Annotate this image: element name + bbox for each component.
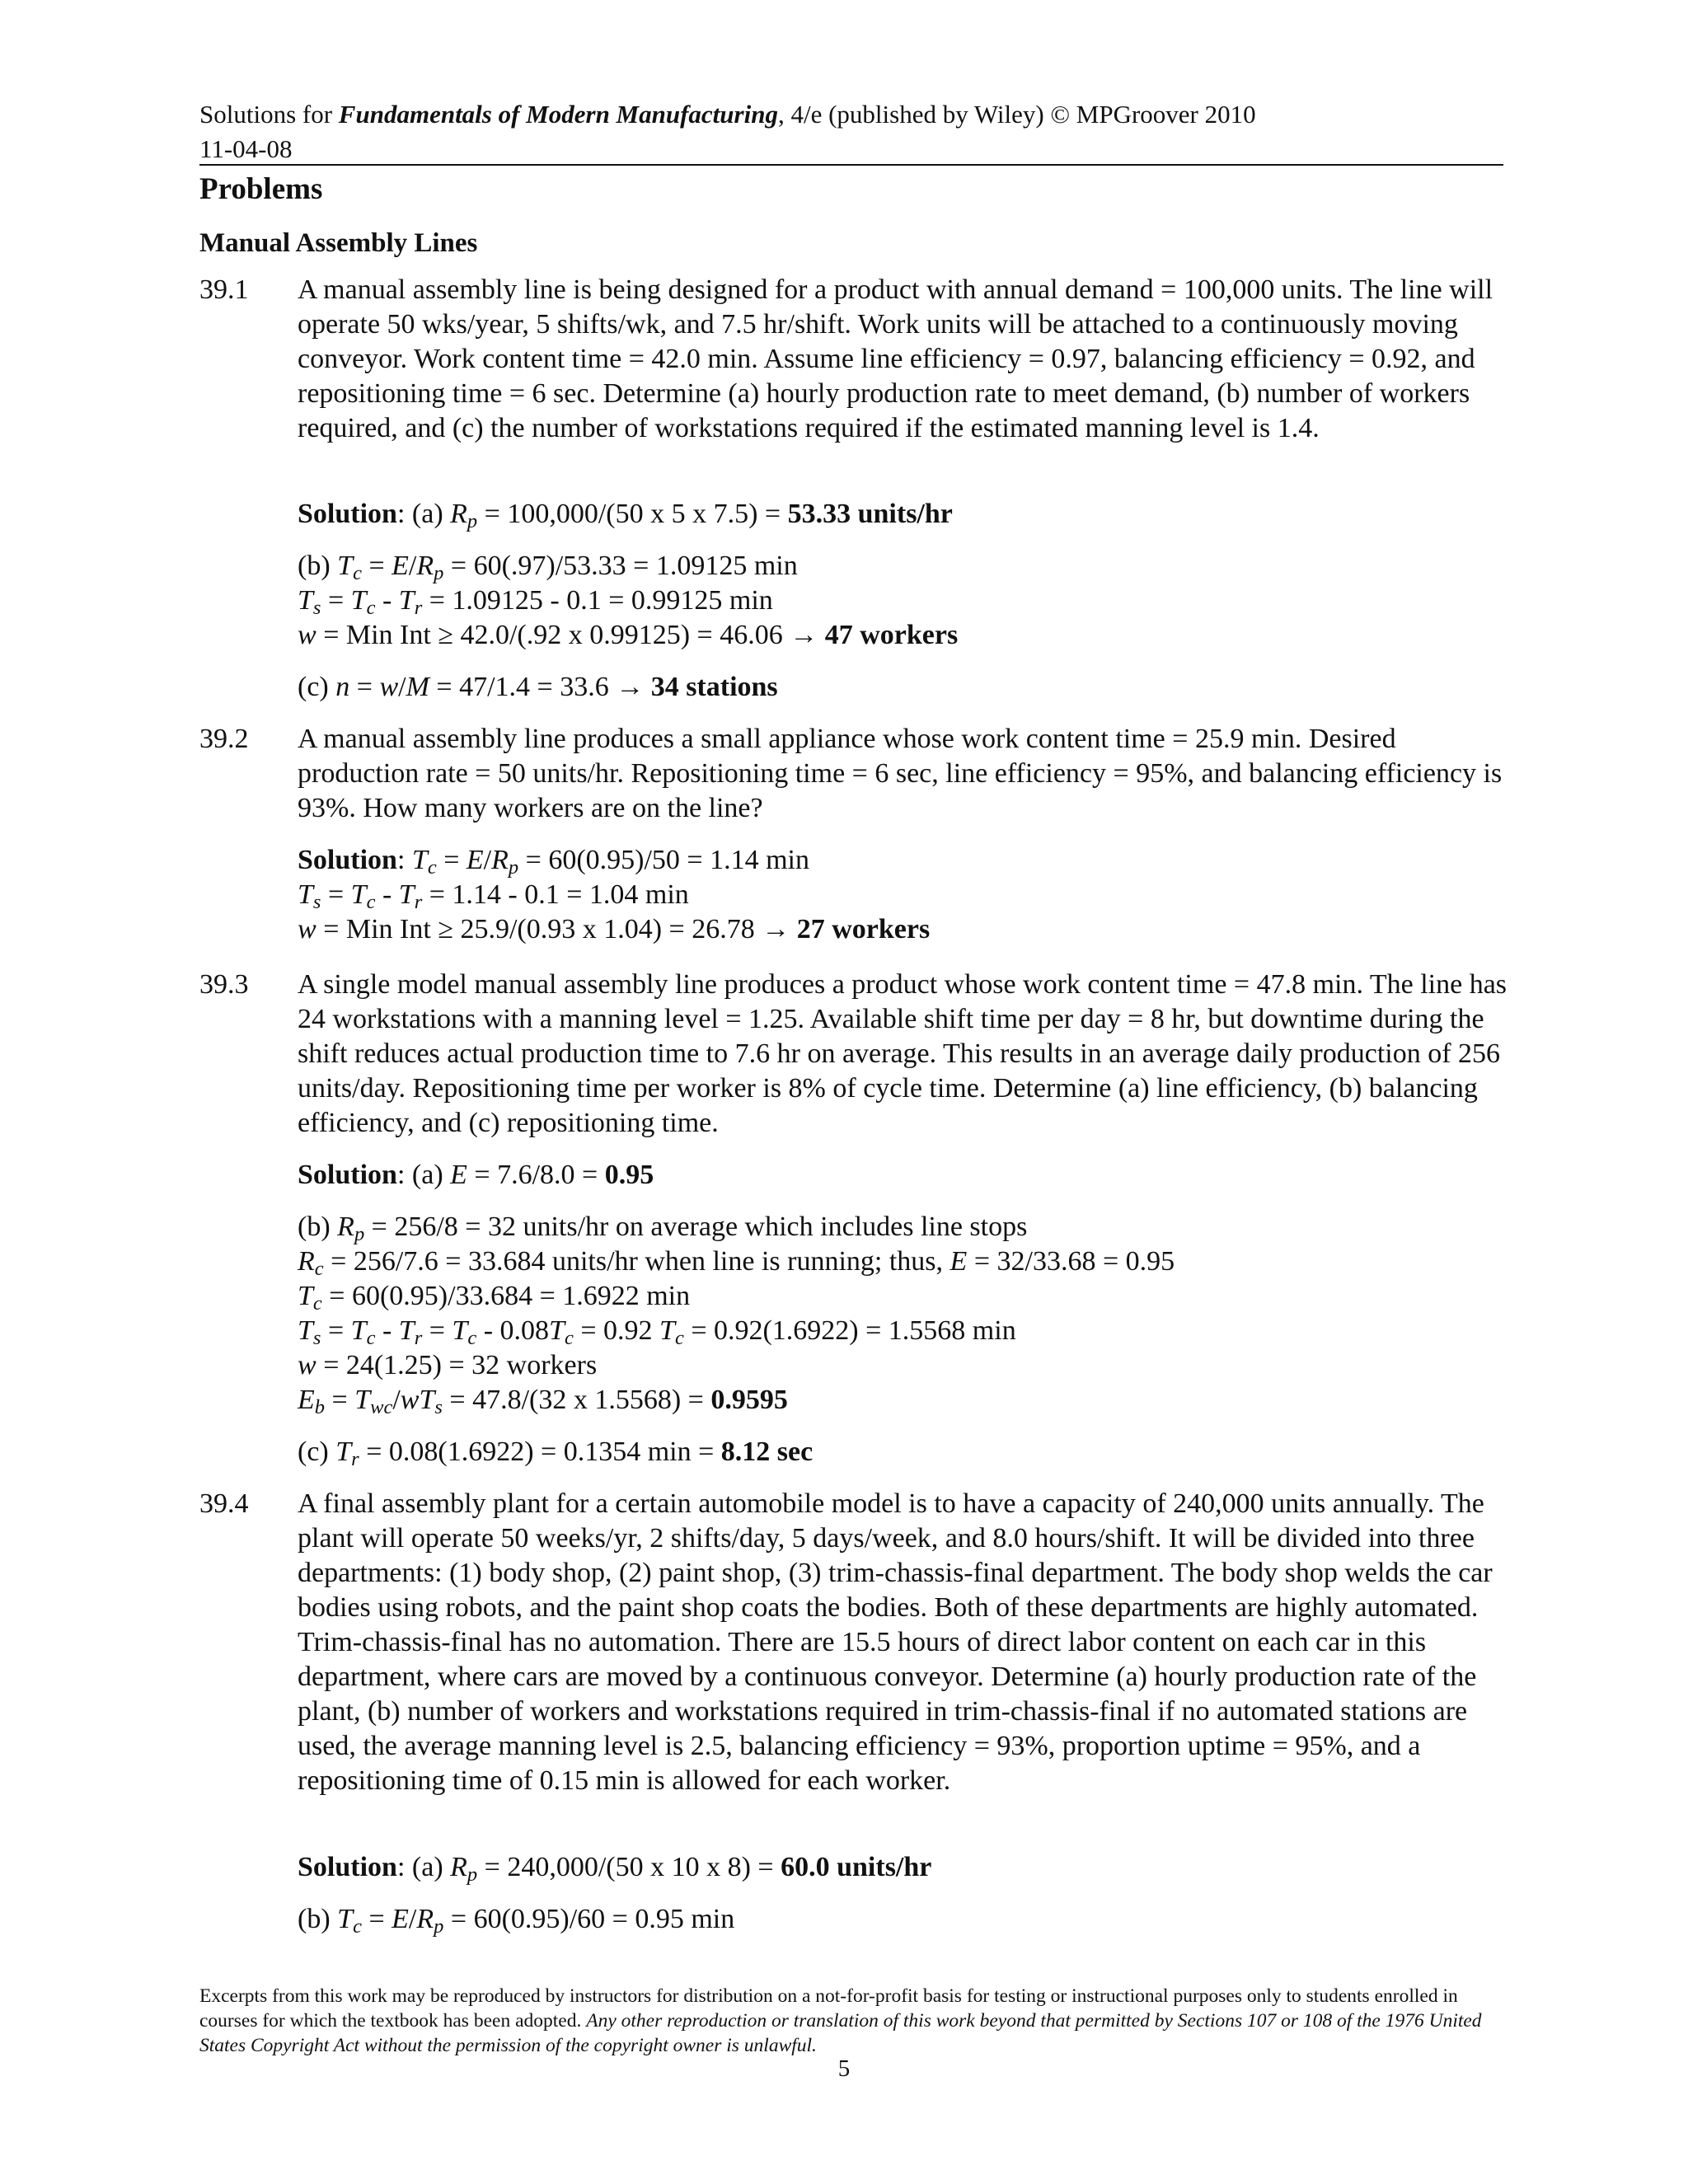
section-title: Problems xyxy=(199,172,323,206)
header-suffix: , 4/e (published by Wiley) © MPGroover 2010 xyxy=(777,100,1256,129)
solution-39-3a: Solution: (a) E = 7.6/8.0 = 0.95 xyxy=(298,1160,654,1190)
solution-39-1a: Solution: (a) $R_p = 100,000/(50$ x 5 x 7.5) = 53.33 units/hr xyxy=(298,499,953,533)
problem-number: 39.1 xyxy=(199,274,249,305)
solution-label: Solution xyxy=(298,499,397,529)
problem-number: 39.4 xyxy=(199,1488,249,1519)
solution-39-1c: (c) n = w/M = 47/1.4 = 33.6 → 34 stations xyxy=(298,672,778,702)
book-title: Fundamentals of Modern Manufacturing xyxy=(338,100,778,129)
solution-label: Solution xyxy=(298,1852,397,1882)
problem-number: 39.2 xyxy=(199,724,249,754)
copyright-footer xyxy=(199,1984,1502,2058)
solution-39-4a: Solution: (a) $R_p = 240,000/(50$ x 10 x 8) = 60.0 units/hr xyxy=(298,1852,932,1886)
problem-text: A manual assembly line is being designed for a product with annual demand = 100,000 units. The line will operate 50 wks/year, 5 shifts/wk, and 7.5 hr/shift. Work units will be attached to a continuously moving conveyor. Work content time = 42.0 min. Assume line efficiency = 0.97, balancing efficiency = 0.92, and repositioning time = 6 sec. Determine (a) hourly production rate to meet demand, (b) number of workers required, and (c) the number of workstations required if the estimated manning level is 1.4. xyxy=(298,274,1493,443)
header-rule xyxy=(199,164,1503,166)
solution-39-2: Solution: $T_c = E/R_p = 60(0.95)/50 = 1.14$ min $T_s = T_c - T_r = 1.14 - 0.1 = 1.04$ min w = Min Int ≥ 25.9/(0.93 x 1.04) = 26.78 → 27 workers xyxy=(298,845,931,944)
solution-39-3b: (b) $R_p = 256/8 = 32$ units/hr on average which includes line stops $R_c = 256/7.6 = 33.684$ units/hr when line is running; thus, E = 32/33.68 = 0.95 $T_c = 60(0.95)/33.684 = 1.6922$ min $T_s = T_c - T_r = T_c - 0.08T_c = 0.92$ $T_c = 0.92(1.6922) = 1.5568$ min w = 24(1.25) = 32 workers $E_b = T_{wc}/wT_s = 47.8/(32$ x 1.5568) = 0.9595 xyxy=(298,1212,1175,1419)
running-header xyxy=(199,97,1256,166)
problem-number: 39.3 xyxy=(199,969,249,1000)
header-prefix: Solutions for xyxy=(199,100,339,129)
subsection-title: Manual Assembly Lines xyxy=(199,228,478,258)
problem-text: A single model manual assembly line produces a product whose work content time = 47.8 min. The line has 24 workstations with a manning level = 1.25. Available shift time per day = 8 hr, but downtime during the shift reduces actual production time to 7.6 hr on average. This results in an average daily production of 256 units/day. Repositioning time per worker is 8% of cycle time. Determine (a) line efficiency, (b) balancing efficiency, and (c) repositioning time. xyxy=(298,969,1507,1138)
problem-text: A final assembly plant for a certain automobile model is to have a capacity of 240,000 units annually. The plant will operate 50 weeks/yr, 2 shifts/day, 5 days/week, and 8.0 hours/shift. It will be divided into three departments: (1) body shop, (2) paint shop, (3) trim-chassis-final department. The body shop welds the car bodies using robots, and the paint shop coats the bodies. Both of these departments are highly automated. Trim-chassis-final has no automation. There are 15.5 hours of direct labor content on each car in this department, where cars are moved by a continuous conveyor. Determine (a) hourly production rate of the plant, (b) number of workers and workstations required in trim-chassis-final if no automated stations are used, the average manning level is 2.5, balancing efficiency = 93%, proportion uptime = 95%, and a repositioning time of 0.15 min is allowed for each worker. xyxy=(298,1488,1493,1796)
solution-39-3c: (c) $T_r = 0.08(1.6922) = 0.1354$ min = 8.12 sec xyxy=(298,1436,814,1471)
page-number: 5 xyxy=(837,2055,851,2082)
problem-text: A manual assembly line produces a small appliance whose work content time = 25.9 min. Desired production rate = 50 units/hr. Repositioning time = 6 sec, line efficiency = 95%, and balancing efficiency is 93%. How many workers are on the line? xyxy=(298,724,1503,823)
footer-italic-text: Any other reproduction or translation of this work beyond that permitted by Sections 107 or 108 of the 1976 United States Copyright Act without the permission of the copyright owner is unlawful. xyxy=(199,2010,1482,2056)
footer-text: Excerpts from this work may be reproduced by instructors for distribution on a not-for-profit basis for testing or instructional purposes only to students enrolled in courses for which the textbook has been adopted. xyxy=(199,1985,1458,2032)
solution-39-1b: (b) $T_c = E/R_p = 60(.97)/53.33 = 1.09125$ min $T_s = T_c - T_r = 1.09125 - 0.1 = 0.99125$ min w = Min Int ≥ 42.0/(.92 x 0.99125) = 46.06 → 47 workers xyxy=(298,551,959,650)
header-date: 11-04-08 xyxy=(199,134,293,163)
header-line xyxy=(199,97,1256,132)
solution-39-4b: (b) $T_c = E/R_p = 60(0.95)/60 = 0.95$ min xyxy=(298,1904,735,1938)
solution-label: Solution xyxy=(298,1160,397,1190)
solution-label: Solution xyxy=(298,845,397,875)
